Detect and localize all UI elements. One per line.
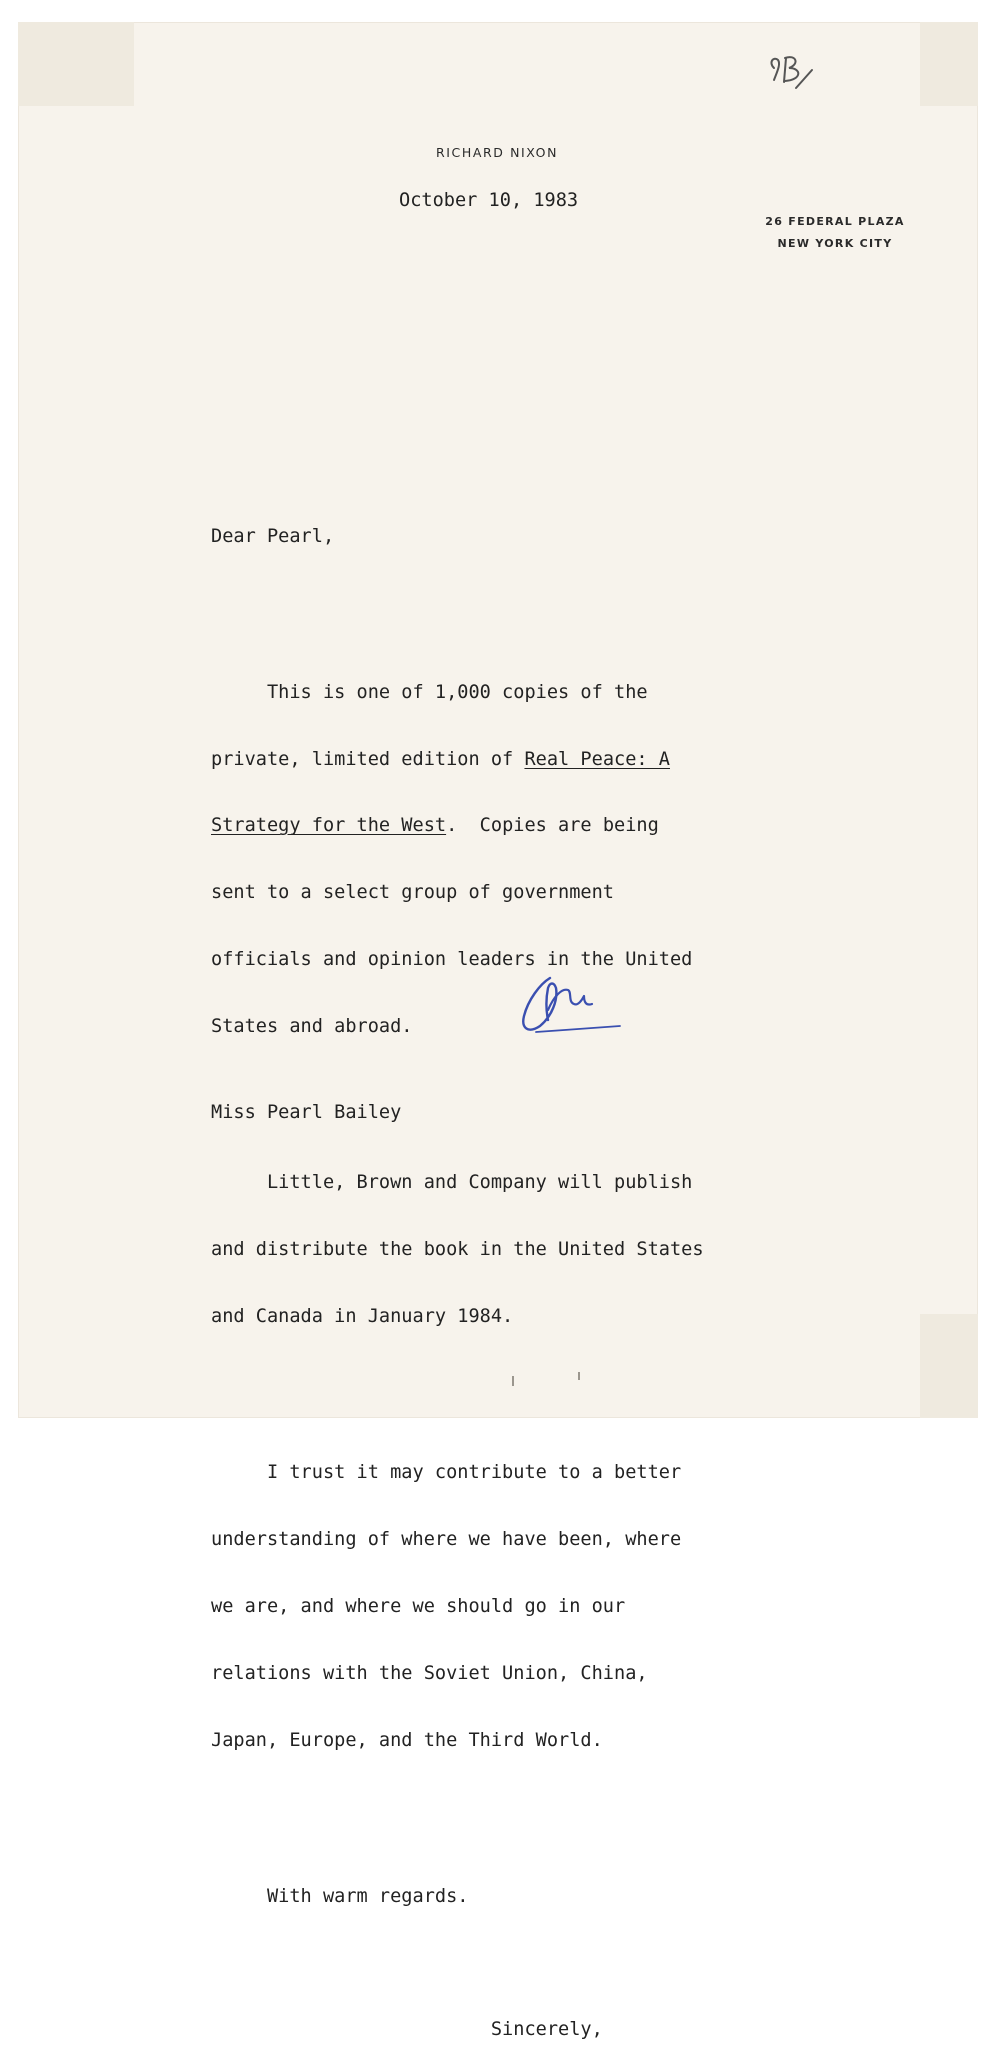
closing-regards: With warm regards. — [211, 1885, 469, 1907]
handwritten-file-mark — [762, 48, 826, 94]
body-line: sent to a select group of government — [211, 882, 614, 904]
tape-top-right — [920, 22, 978, 106]
book-title: Strategy for the West — [211, 815, 447, 837]
tape-top-left — [18, 22, 134, 106]
body-line: and Canada in January 1984. — [211, 1305, 514, 1327]
body-line — [211, 749, 704, 771]
body-line: officials and opinion leaders in the United — [211, 949, 693, 971]
recipient-name: Miss Pearl Bailey — [211, 1102, 402, 1123]
paragraph-gap — [211, 1797, 704, 1819]
letter-body — [211, 481, 704, 2064]
body-line: understanding of where we have been, where — [211, 1528, 682, 1550]
letter-date: October 10, 1983 — [399, 190, 579, 211]
letterhead-address — [742, 211, 928, 255]
tape-bottom-right — [920, 1314, 978, 1418]
body-line: relations with the Soviet Union, China, — [211, 1662, 648, 1684]
body-text: private, limited edition of — [211, 748, 525, 770]
salutation: Dear Pearl, — [211, 525, 335, 547]
address-line: NEW YORK CITY — [777, 237, 893, 250]
body-line — [211, 815, 704, 837]
paragraph-gap — [211, 592, 704, 614]
paragraph-gap — [211, 1373, 704, 1395]
body-line: Little, Brown and Company will publish — [211, 1172, 693, 1194]
body-line: and distribute the book in the United States — [211, 1239, 704, 1261]
body-line: States and abroad. — [211, 1016, 413, 1038]
signature — [516, 970, 628, 1044]
body-text: . Copies are being — [446, 815, 659, 837]
body-line: This is one of 1,000 copies of the — [211, 681, 648, 703]
paragraph-gap — [211, 1953, 704, 1975]
book-title: Real Peace: A — [524, 748, 670, 770]
body-line: Japan, Europe, and the Third World. — [211, 1729, 603, 1751]
address-line: 26 FEDERAL PLAZA — [765, 215, 905, 228]
letterhead-name: RICHARD NIXON — [435, 145, 559, 160]
sign-off: Sincerely, — [211, 2019, 603, 2041]
body-line: I trust it may contribute to a better — [211, 1462, 682, 1484]
body-line: we are, and where we should go in our — [211, 1595, 626, 1617]
